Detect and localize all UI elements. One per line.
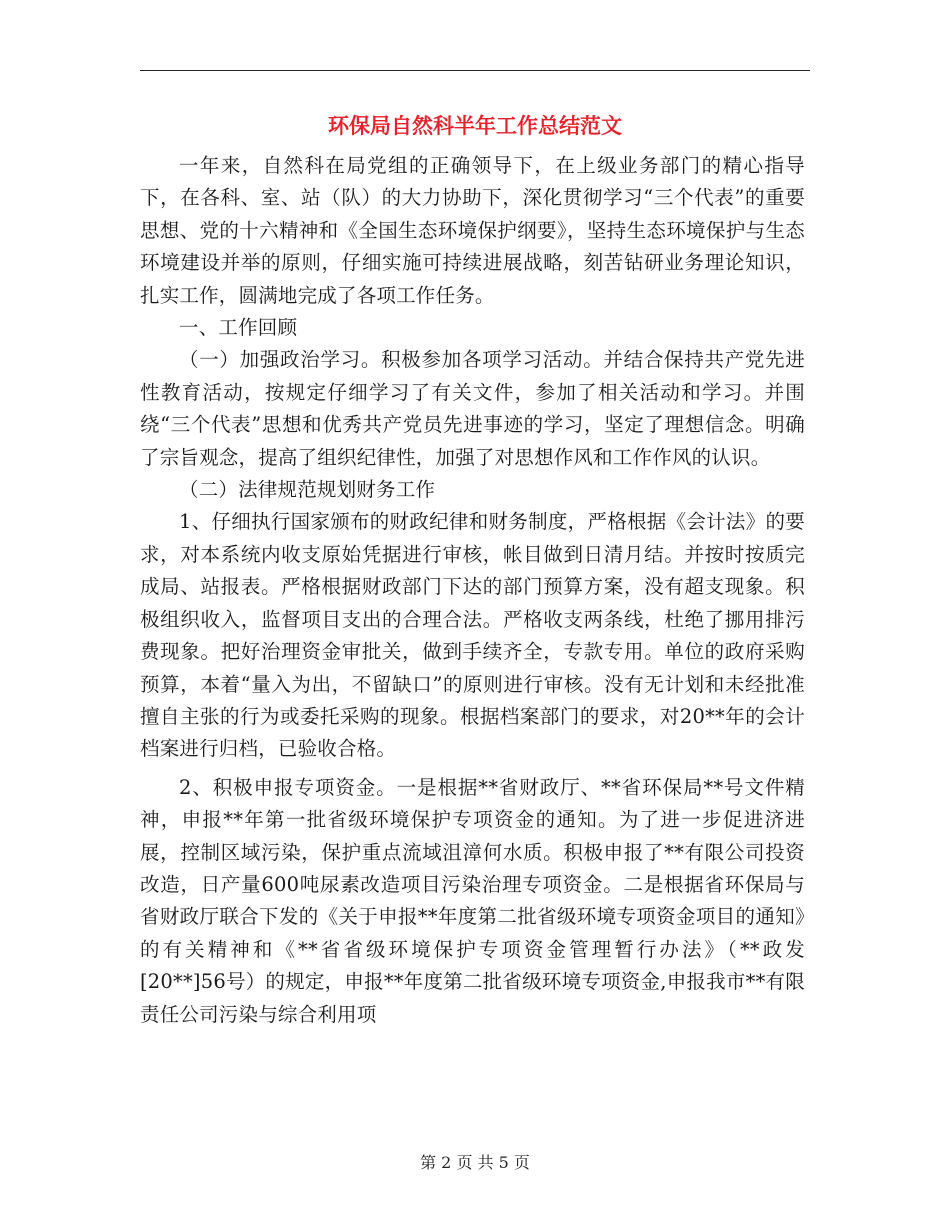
section-heading-work-review: 一、工作回顾 — [179, 316, 298, 340]
header-rule — [140, 70, 810, 71]
document-body — [140, 150, 805, 1031]
paragraph-political-study: （一）加强政治学习。积极参加各项学习活动。并结合保持共产党先进性教育活动，按规定仔细学习了有关文件，参加了相关活动和学习。并围绕“三个代表”思想和优秀共产党员先进事迹的学习，坚定了理想信念。明确了宗旨观念，提高了组织纪律性，加强了对思想作风和工作作风的认识。 — [140, 348, 805, 469]
page-number-label: 第 2 页 共 5 页 — [420, 1153, 530, 1172]
document-title: 环保局自然科半年工作总结范文 — [328, 114, 622, 138]
paragraph-special-funds: 2、积极申报专项资金。一是根据**省财政厅、**省环保局**号文件精神，申报**年第一批省级环境保护专项资金的通知。为了进一步促进济进展，控制区域污染，保护重点流域沮漳何水质。积极申报了**有限公司投资改造，日产量600吨尿素改造项目污染治理专项资金。二是根据省环保局与省财政厅联合下发的《关于申报**年度第二批省级环境专项资金项目的通知》的有关精神和《**省省级环境保护专项资金管理暂行办法》（**政发[20**]56号）的规定，申报**年度第二批省级环境专项资金,申报我市**有限责任公司污染与综合利用项 — [140, 775, 805, 1026]
page-footer — [0, 1152, 950, 1174]
section-heading-finance: （二）法律规范规划财务工作 — [179, 478, 436, 502]
paragraph-finance-discipline: 1、仔细执行国家颁布的财政纪律和财务制度，严格根据《会计法》的要求，对本系统内收支原始凭据进行审核，帐目做到日清月结。并按时按质完成局、站报表。严格根据财政部门下达的部门预算方案，没有超支现象。积极组织收入，监督项目支出的合理合法。严格收支两条线，杜绝了挪用排污费现象。把好治理资金审批关，做到手续齐全，专款专用。单位的政府采购预算，本着“量入为出，不留缺口”的原则进行审核。没有无计划和未经批准擅自主张的行为或委托采购的现象。根据档案部门的要求，对20**年的会计档案进行归档，已验收合格。 — [140, 510, 805, 761]
intro-paragraph: 一年来，自然科在局党组的正确领导下，在上级业务部门的精心指导下，在各科、室、站（队）的大力协助下，深化贯彻学习“三个代表”的重要思想、党的十六精神和《全国生态环境保护纲要》，坚持生态环境保护与生态环境建设并举的原则，仔细实施可持续进展战略，刻苦钻研业务理论知识，扎实工作，圆满地完成了各项工作任务。 — [140, 154, 805, 307]
